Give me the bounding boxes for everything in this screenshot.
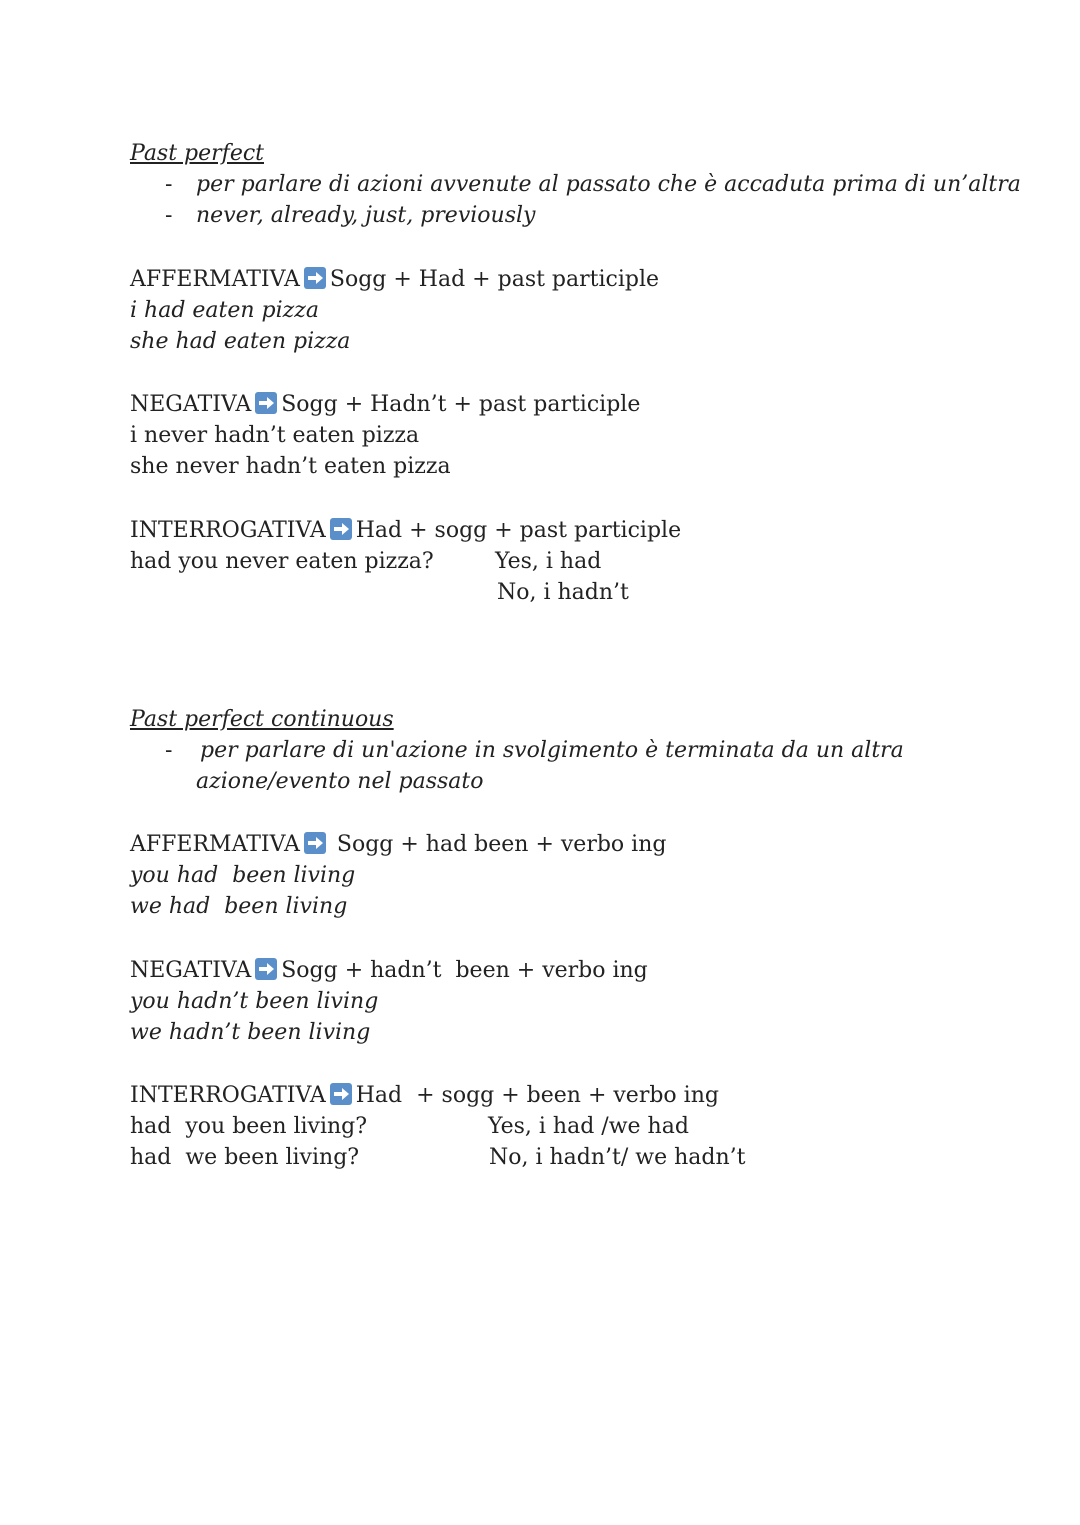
bullet-dash: -: [165, 203, 173, 228]
bullet-item: per parlare di un'azione in svolgimento è terminata da un altra: [200, 738, 904, 763]
rule-affermativa: [130, 830, 666, 860]
rule-interrogativa: [130, 516, 681, 546]
rule-interrogativa: [130, 1081, 719, 1111]
rule-label: AFFERMATIVA: [130, 267, 300, 292]
right-arrow-icon: [255, 392, 277, 414]
example-line: you hadn’t been living: [130, 989, 379, 1014]
section-title-past-perfect: Past perfect: [130, 141, 264, 166]
rule-label: INTERROGATIVA: [130, 518, 326, 543]
answer-line: No, i hadn’t: [497, 580, 629, 605]
example-line: i never hadn’t eaten pizza: [130, 423, 420, 448]
question-line: had you been living?: [130, 1114, 368, 1139]
right-arrow-icon: [304, 267, 326, 289]
example-line: i had eaten pizza: [130, 298, 319, 323]
rule-negativa: [130, 390, 640, 420]
rule-label: INTERROGATIVA: [130, 1083, 326, 1108]
example-line: she never hadn’t eaten pizza: [130, 454, 451, 479]
answer-line: Yes, i had /we had: [488, 1114, 689, 1139]
rule-label: NEGATIVA: [130, 392, 252, 417]
answer-line: No, i hadn’t/ we hadn’t: [489, 1145, 746, 1170]
right-arrow-icon: [330, 518, 352, 540]
right-arrow-icon: [255, 958, 277, 980]
rule-affermativa: [130, 265, 659, 295]
rule-formula: Had + sogg + been + verbo ing: [355, 1083, 719, 1108]
rule-formula: Sogg + hadn’t been + verbo ing: [281, 958, 648, 983]
bullet-dash: -: [165, 738, 173, 763]
section-title-past-perfect-continuous: Past perfect continuous: [130, 707, 394, 732]
rule-formula: Sogg + Hadn’t + past participle: [281, 392, 641, 417]
rule-formula: Sogg + Had + past participle: [329, 267, 660, 292]
right-arrow-icon: [330, 1083, 352, 1105]
rule-label: AFFERMATIVA: [130, 832, 300, 857]
question-line: had we been living?: [130, 1145, 360, 1170]
rule-formula: Sogg + had been + verbo ing: [336, 832, 667, 857]
example-line: she had eaten pizza: [130, 329, 351, 354]
question-line: had you never eaten pizza?: [130, 549, 434, 574]
rule-negativa: [130, 956, 648, 986]
bullet-item: per parlare di azioni avvenute al passato che è accaduta prima di un’altra: [196, 172, 1021, 197]
answer-line: Yes, i had: [495, 549, 602, 574]
right-arrow-icon: [304, 832, 326, 854]
rule-formula: Had + sogg + past participle: [355, 518, 682, 543]
example-line: we hadn’t been living: [130, 1020, 371, 1045]
bullet-dash: -: [165, 172, 173, 197]
example-line: we had been living: [130, 894, 348, 919]
bullet-item: never, already, just, previously: [196, 203, 536, 228]
example-line: you had been living: [130, 863, 356, 888]
rule-label: NEGATIVA: [130, 958, 252, 983]
bullet-item-continuation: azione/evento nel passato: [196, 769, 484, 794]
